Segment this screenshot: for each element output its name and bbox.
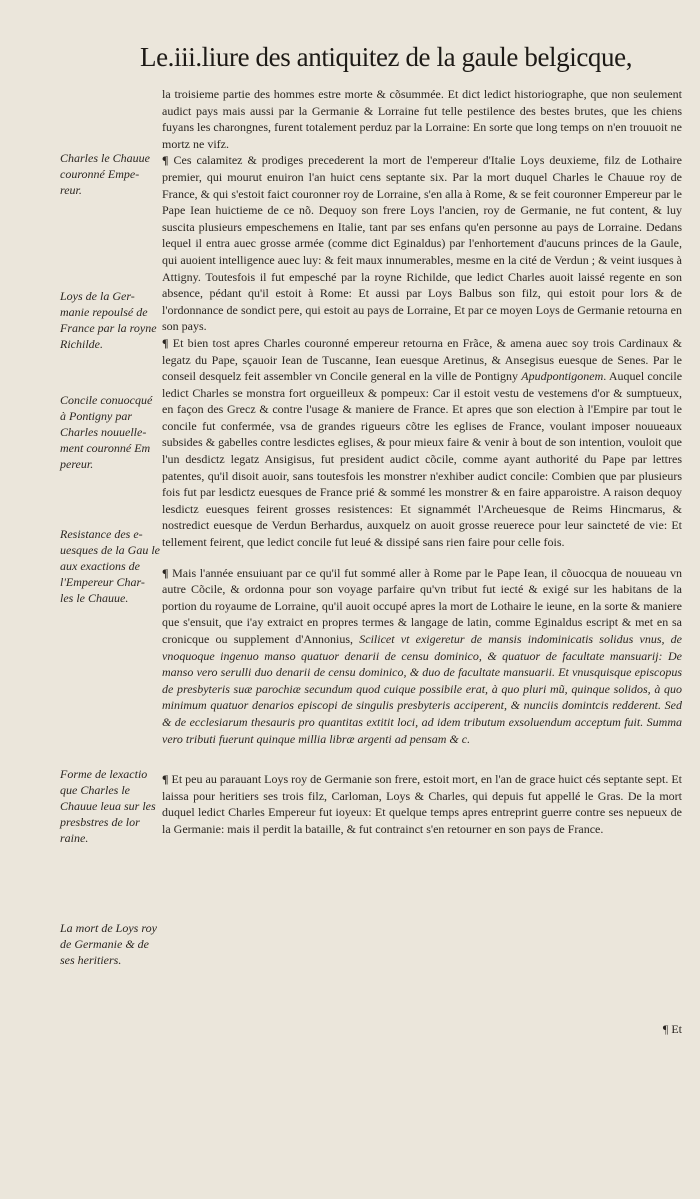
paragraph-5 (162, 771, 682, 837)
paragraph-4-text: Mais l'année ensuiuant par ce qu'il fut sommé aller à Rome par le Pape Iean, il cõuocqua de nouueau vn autre Cõcile, & ordonna pour son voyage parfaire qu'vn tribut fut iecté & exigé sur les habitans de la portion du royaume de Lorraine, qu'il auoit occupé apres la mort de Lothaire le ieune, en la sorte & maniere que s'ensuit, que i'ay extraict en propres termes & langage de latin, comme Eginaldus escript & met en sa cronicque ou supplement d'Annonius, (162, 565, 683, 646)
running-header: Le.iii.liure des antiquitez de la gaule belgicque, (140, 42, 633, 72)
paragraph-2 (162, 152, 682, 335)
paragraph-4-latin: Scilicet vt exigeretur de mansis indominicatis solidus vnus, de vnoquoque ingenuo manso quatuor denarii de censu dominico, & quatuor de facultate mansuarij: De manso vero serulli duo denarii de censu dominico, & duo de facultate mansuarii. Et vnusquisque episcopus de presbyteris suæ parochiæ secundum quod cuique possibile erat, à quo pluri mũ, quinque solidos, à quo minimum quatuor denarios episcopi de singulis presbyteris acciperent, & nunciis domintcis redderent. Sed & de ecclesiarum thesauris pro quantitas extitit loci, ad idem tributum exsoluendum acceptum fuit. Summa vero tributi fuerunt quinque millia libræ argenti ad pensam & c. (162, 632, 683, 746)
paragraph-3 (162, 335, 682, 551)
pilcrow: ¶ (162, 772, 169, 787)
paragraph-3-text-b: . Auquel concile ledict Charles se monstra fort orgueilleux & pompeux: Car il estoit vestu de vestemens d'or & sumptueux, en façon des Grecz & contre l'usage & maniere de France. Et apres que son election à l'Empire par tout le concile fut confermée, vsa de grandes rigueurs cõtre les eglises de France, voulant imposer nouueaux subsides & gabelles contre lesdictes eglises, & pour mieux faire & venir à bout de son intention, vouloit que l'un desdictz legatz Ansigisus, fut president audict cõcile, comme ayant authorité du Pape par lettres patentes, qu'il disoit auoir, sans toutesfois les monstrer n'exhiber audict concile: Combien que par plusieurs fois fut par lesdictz euesques de France prié & sommé les monstrer & en faire apparoistre. A raison dequoy lesdictz euesques feirent grosses resistences: Et signammét l'Archeuesque de Reims Hincmarus, & nostredict euesque de Verdun Berhardus, auxquelz on auoit grosse reuerece pour leur saincteté de vie: Et tellement feirent, que ledict concile fut leué & dissipé sans rien faire pour celle fois. (162, 369, 683, 550)
pilcrow: ¶ (162, 565, 169, 580)
margin-note-3: Concile conuocqué à Pontigny par Charles nouuelle- ment couronné Em pereur. (60, 393, 153, 471)
margin-note-2: Loys de la Ger- manie repoulsé de France par la royne Richilde. (60, 289, 157, 351)
paragraph-4 (162, 565, 682, 748)
paragraph-3-text-a: Et bien tost apres Charles couronné empereur retourna en Frãce, & amena auec soy trois Cardinaux & legatz du Pape, sçauoir Iean de Tuscanne, Iean euesque Aretinus, & Ansegisus euesque de Senes. Par le conseil desquelz feit assembler vn Concile general en la ville de Pontigny (162, 335, 683, 384)
pilcrow: ¶ (162, 335, 169, 350)
paragraph-1: la troisieme partie des hommes estre morte & cõsummée. Et dict ledict historiographe, que non seulement audict pays mais aussi par la Germanie & Lorraine fut telle pestilence des bestes brutes, que les chiens fuyans les charongnes, furent totalement perduz par la Lorraine: En sorte que long temps on n'en trouuoit ne mortz ne vifz. (162, 87, 682, 151)
margin-note-5: Forme de lexactio que Charles le Chauue leua sur les presbstres de lor raine. (60, 767, 156, 845)
margin-note-4: Resistance des e- uesques de la Gau le aux exactions de l'Empereur Char- les le Chauue. (60, 527, 160, 605)
paragraph-2-text: Ces calamitez & prodiges precederent la mort de l'empereur d'Italie Loys deuxieme, filz de Lothaire premier, qui mourut enuiron l'an huict cens septante six. Par la mort duquel Charles le Chauue roy de France, & qui s'estoit faict couronner roy de Lorraine, s'en alla à Rome, & se feit couronner Empereur par le Pape Iean huictieme de ce nõ. Dequoy son frere Loys l'ancien, roy de Germanie, ne fut content, & luy suscita plusieurs empeschemens en Italie, tant par ses enfans qu'en personne au pays de Lorraine. Dedans lequel il entra auec grosse armée (comme dict Eginaldus) par l'enhortement d'aucuns princes de la Gaule, qui auoient intelligence auec luy: & feit maux innumerables, mesme en la cité de Verdun ; & veint iusques à Attigny. Toutesfois il fut empesché par la royne Richilde, que ledict Charles auoit laissé regente en son absence, pédant qu'il estoit à Rome: Et aussi par Loys Balbus son filz, qui estoit pour lors & de l'ordonnance de sondict pere, qui estoit au pays de Lorraine, Et par ce moyen Loys de Germanie retourna en son pays. (162, 153, 683, 334)
paragraph-3-latin: Apudpontigonem (521, 369, 604, 384)
margin-note-6: La mort de Loys roy de Germanie & de ses heritiers. (60, 921, 157, 967)
catchword: ¶ Et (662, 1022, 682, 1036)
paragraph-5-text: Et peu au parauant Loys roy de Germanie son frere, estoit mort, en l'an de grace huict cés septante sept. Et laissa pour heritiers ses trois filz, Carloman, Loys & Charles, qui depuis fut appellé le Gras. De la mort duquel ledict Charles Empereur fut ioyeux: Et quelque temps apres entreprint guerre contre ses nepueux de la Germanie: mais il perdit la bataille, & fut contrainct s'en retourner en son pays de France. (162, 772, 682, 836)
main-text (162, 86, 682, 838)
pilcrow: ¶ (162, 153, 169, 168)
margin-note-1: Charles le Chauue couronné Empe- reur. (60, 151, 150, 197)
